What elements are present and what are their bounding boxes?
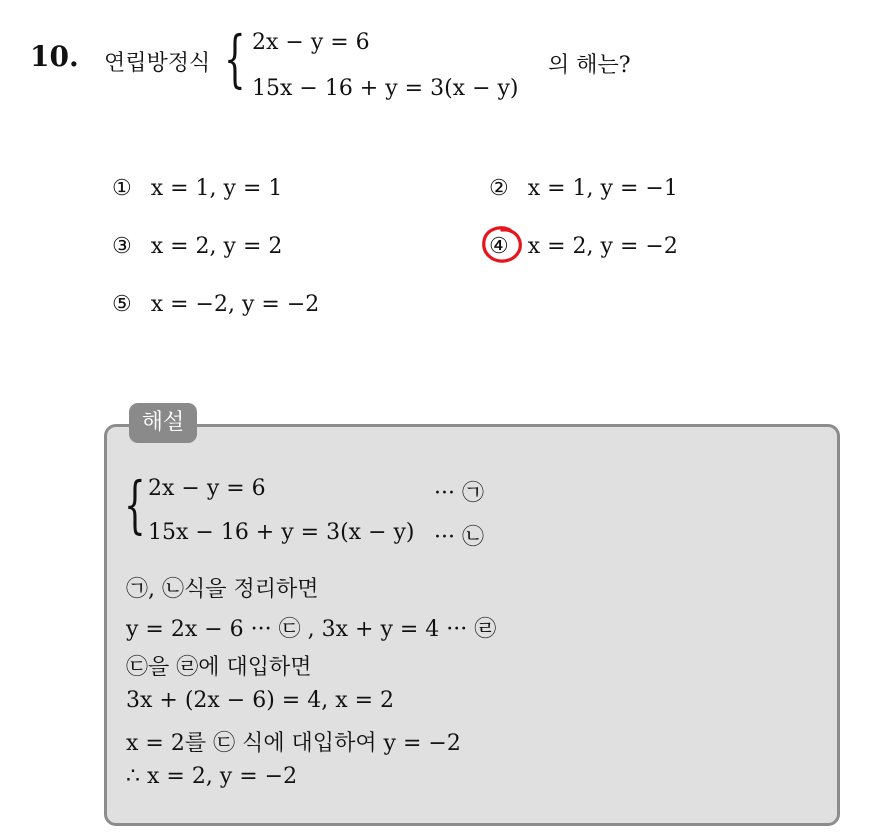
solution-line-4: 3x + (2x − 6) = 4, x = 2 <box>126 688 395 713</box>
solution-system-ref1: ··· ㉠ <box>434 481 484 506</box>
solution-system-eq2: 15x − 16 + y = 3(x − y) <box>148 520 415 545</box>
option-2-mark: ② <box>489 176 509 201</box>
question-suffix: 의 해는? <box>548 53 631 78</box>
option-3[interactable] <box>112 234 282 259</box>
option-2[interactable] <box>489 176 678 201</box>
equation-1: 2x − y = 6 <box>252 30 370 55</box>
option-1-text: x = 1, y = 1 <box>150 176 283 201</box>
option-4-mark: ④ <box>489 234 509 259</box>
solution-brace: { <box>124 468 146 541</box>
solution-line-1: ㉠, ㉡식을 정리하면 <box>126 577 319 602</box>
answer-circle-icon <box>480 224 524 266</box>
option-1[interactable] <box>112 176 282 201</box>
option-5[interactable] <box>112 292 319 317</box>
option-5-mark: ⑤ <box>112 292 132 317</box>
question-number: 10. <box>30 40 79 73</box>
option-4-text: x = 2, y = −2 <box>527 234 678 259</box>
solution-system-ref2: ··· ㉡ <box>434 525 484 550</box>
option-5-text: x = −2, y = −2 <box>150 292 320 317</box>
equation-2: 15x − 16 + y = 3(x − y) <box>252 76 519 101</box>
option-3-text: x = 2, y = 2 <box>150 234 283 259</box>
option-1-mark: ① <box>112 176 132 201</box>
solution-system-eq1: 2x − y = 6 <box>148 476 266 501</box>
option-2-text: x = 1, y = −1 <box>527 176 678 201</box>
question-prefix: 연립방정식 <box>104 51 211 76</box>
option-3-mark: ③ <box>112 234 132 259</box>
solution-line-2: y = 2x − 6 ··· ㉢ , 3x + y = 4 ··· ㉣ <box>126 617 497 642</box>
solution-label: 해설 <box>129 403 197 443</box>
solution-line-6: ∴ x = 2, y = −2 <box>126 764 298 789</box>
system-brace: { <box>224 22 246 95</box>
solution-line-5: x = 2를 ㉢ 식에 대입하여 y = −2 <box>126 731 461 756</box>
solution-line-3: ㉢을 ㉣에 대입하면 <box>126 655 312 680</box>
